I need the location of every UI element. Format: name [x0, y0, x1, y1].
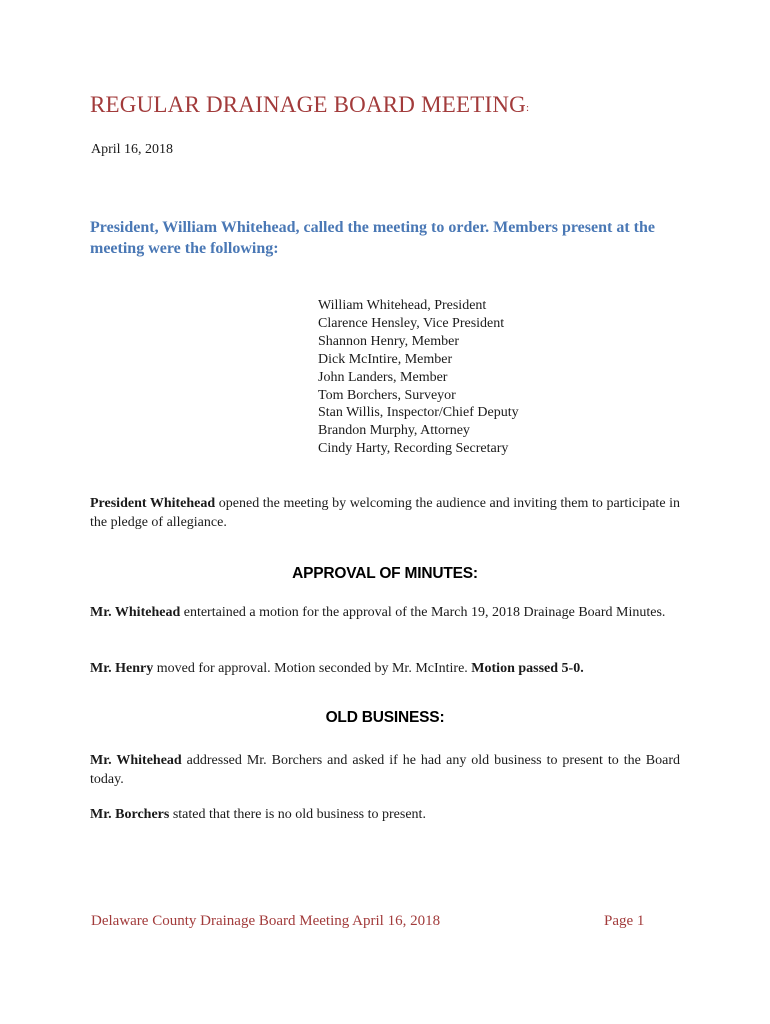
paragraph-text: addressed Mr. Borchers and asked if he had any old business to present to the Board today. — [90, 753, 680, 787]
paragraph-text: entertained a motion for the approval of the March 19, 2018 Drainage Board Minutes. — [180, 605, 666, 620]
approval-heading: APPROVAL OF MINUTES: — [292, 565, 478, 582]
paragraph-text: moved for approval. Motion seconded by Mr. McIntire. — [153, 661, 472, 676]
old-business-paragraph-1 — [90, 751, 680, 789]
member-item: Stan Willis, Inspector/Chief Deputy — [318, 405, 519, 421]
member-item: Dick McIntire, Member — [318, 351, 453, 367]
member-item: Brandon Murphy, Attorney — [318, 423, 470, 439]
speaker-name: President Whitehead — [90, 496, 216, 511]
speaker-name: Mr. Whitehead — [90, 753, 182, 768]
title-text: REGULAR DRAINAGE BOARD MEETING — [90, 92, 526, 117]
member-item: William Whitehead, President — [318, 298, 487, 313]
meeting-date: April 16, 2018 — [91, 142, 174, 157]
title-colon: : — [525, 102, 530, 114]
member-item: John Landers, Member — [318, 369, 448, 385]
speaker-name: Mr. Borchers — [90, 807, 170, 822]
intro-paragraph: President, William Whitehead, called the meeting to order. Members present at the meeting were the following: — [90, 219, 655, 257]
members-list — [318, 297, 519, 458]
member-item: Cindy Harty, Recording Secretary — [318, 441, 509, 457]
motion-result: Motion passed 5-0. — [471, 661, 584, 676]
opening-paragraph — [90, 494, 680, 532]
member-item: Tom Borchers, Surveyor — [318, 387, 456, 403]
speaker-name: Mr. Henry — [90, 661, 154, 676]
footer-title: Delaware County Drainage Board Meeting April 16, 2018 — [91, 913, 441, 929]
document-title — [90, 92, 529, 118]
paragraph-text: opened the meeting by welcoming the audience and inviting them to participate in the pledge of allegiance. — [90, 496, 680, 530]
approval-paragraph-1 — [90, 603, 680, 622]
speaker-name: Mr. Whitehead — [90, 605, 181, 620]
old-business-heading: OLD BUSINESS: — [325, 709, 445, 726]
member-item: Clarence Hensley, Vice President — [318, 315, 505, 331]
old-business-paragraph-2 — [90, 805, 680, 824]
paragraph-text: stated that there is no old business to present. — [169, 807, 426, 822]
member-item: Shannon Henry, Member — [318, 333, 460, 349]
page-number: Page 1 — [604, 913, 645, 929]
approval-paragraph-2 — [90, 659, 680, 678]
